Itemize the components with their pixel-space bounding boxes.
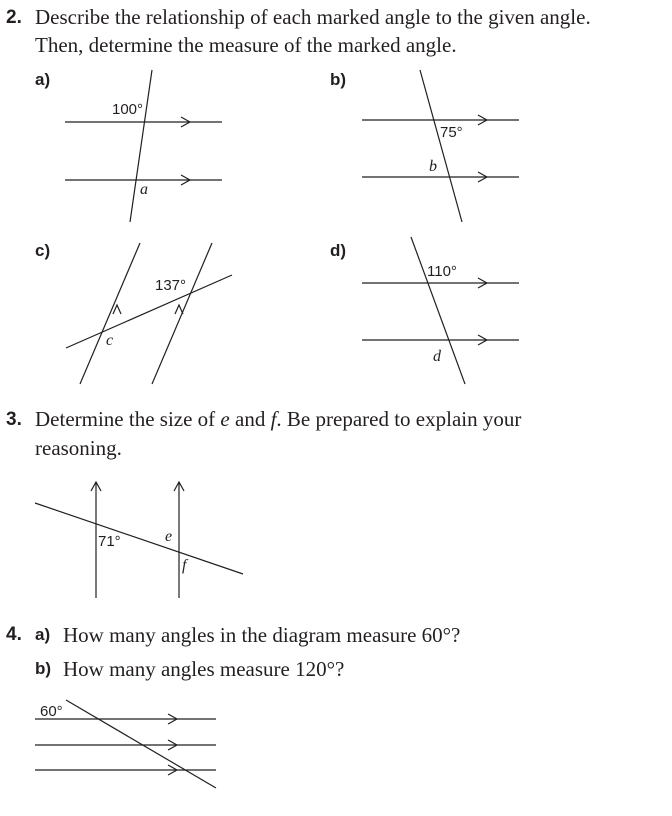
transversal (420, 70, 462, 222)
transversal (35, 503, 243, 574)
q3-text-suffix: . Be prepared to explain your (276, 407, 522, 431)
transversal (66, 275, 232, 348)
transversal (66, 700, 216, 788)
q3-text-and: and (235, 407, 266, 431)
q2c-label: c) (35, 241, 51, 260)
q2b-given-angle: 75° (440, 124, 463, 141)
q3-line-2: reasoning. (35, 436, 122, 460)
q2b-marked-angle: b (429, 158, 437, 175)
q3-line-1 (35, 407, 521, 432)
diagram-2a (65, 70, 222, 222)
q2c-given-angle: 137° (155, 277, 187, 294)
q3-var-f: f (270, 407, 277, 431)
q4a-label: a) (35, 625, 51, 644)
diagram-2b (362, 70, 519, 222)
q3-angle-f: f (182, 557, 187, 574)
q3-var-e: e (220, 407, 230, 431)
q4-given-angle: 60° (40, 703, 63, 720)
q2a-marked-angle: a (140, 181, 148, 198)
q2b-label: b) (330, 70, 347, 89)
q2d-given-angle: 110° (427, 263, 457, 280)
q2d-label: d) (330, 241, 347, 260)
q3-number: 3. (6, 409, 22, 430)
parallel-arrow-icon (113, 305, 121, 314)
q2-line-1: Describe the relationship of each marked angle to the given angle. (35, 5, 591, 29)
q2-number: 2. (6, 7, 22, 28)
diagram-q3 (35, 482, 243, 598)
parallel-arrow-icon (175, 305, 183, 314)
diagram-2c (66, 243, 232, 384)
q2c-marked-angle: c (106, 332, 114, 349)
q4-number: 4. (6, 624, 22, 645)
q2a-label: a) (35, 70, 51, 89)
q4b-text: How many angles measure 120°? (63, 657, 345, 681)
q3-given-angle: 71° (98, 533, 121, 550)
parallel-line-left (80, 243, 140, 384)
q3-text-prefix: Determine the size of (35, 407, 216, 431)
parallel-line-right (152, 243, 212, 384)
q2-line-2: Then, determine the measure of the marked angle. (35, 33, 457, 57)
q4a-text: How many angles in the diagram measure 60°? (63, 623, 461, 647)
transversal (130, 70, 152, 222)
q2a-given-angle: 100° (112, 101, 144, 118)
q3-angle-e: e (165, 528, 173, 545)
q2d-marked-angle: d (433, 348, 441, 365)
q4b-label: b) (35, 659, 52, 678)
